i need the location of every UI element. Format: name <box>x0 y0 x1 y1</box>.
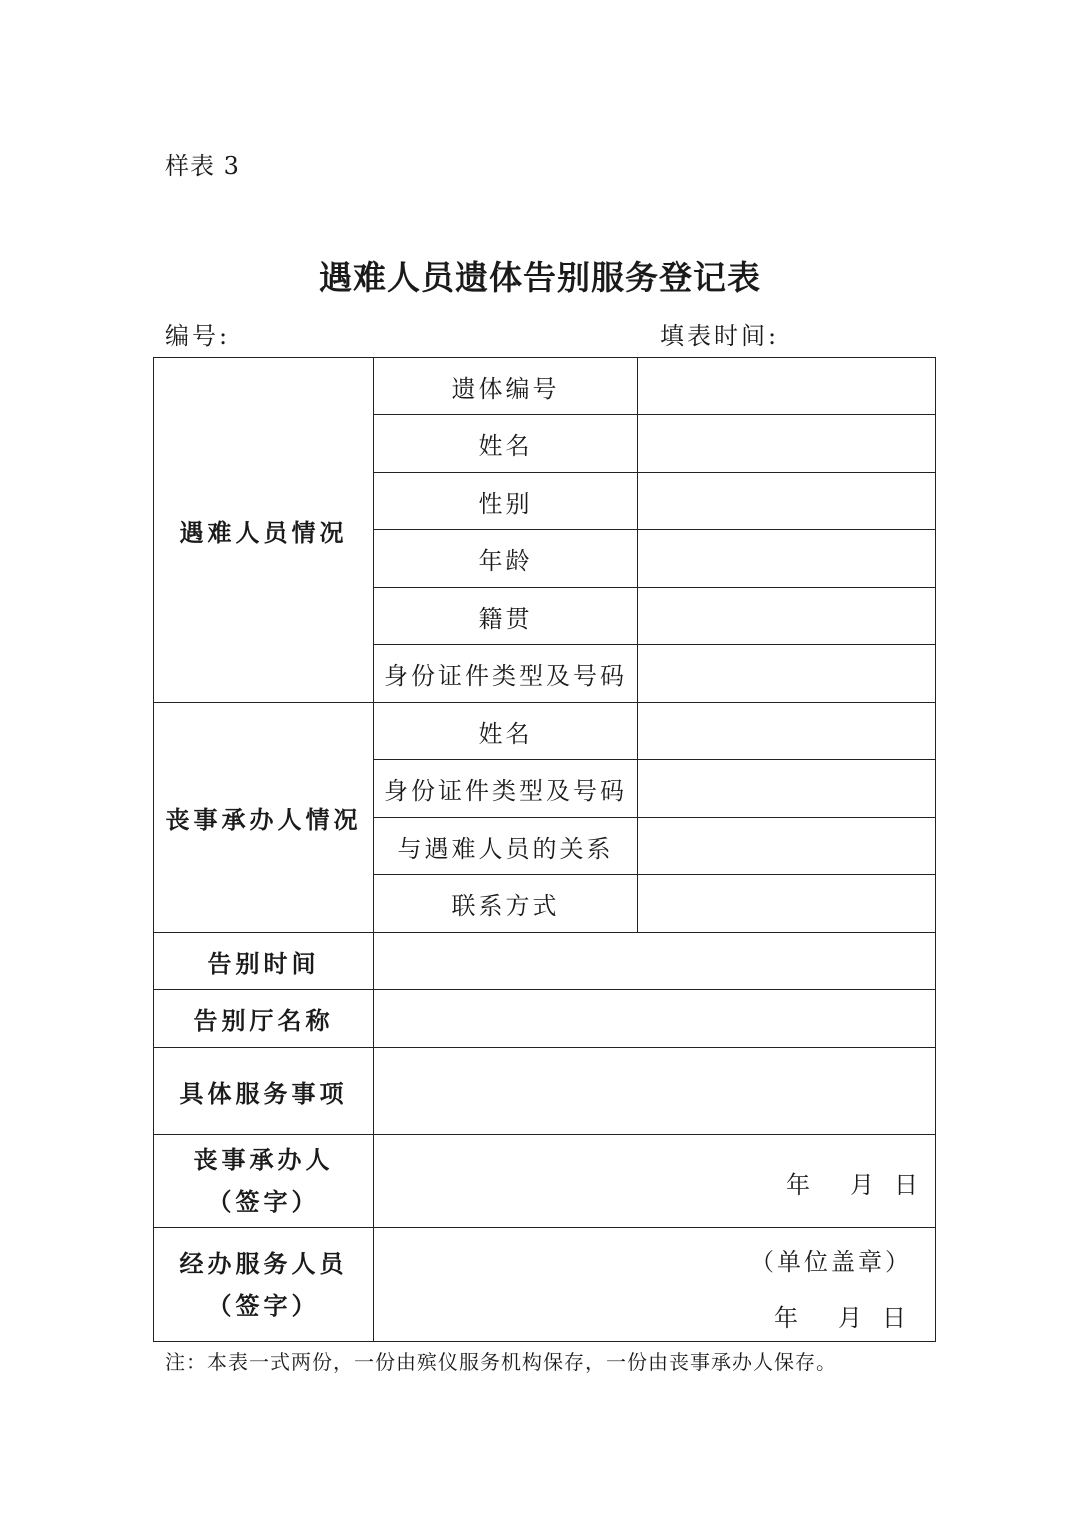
victim-native-place-value-cell[interactable] <box>638 588 936 645</box>
handler-group-label: 丧事承办人情况 <box>154 703 374 933</box>
field-label: 姓名 <box>374 415 638 473</box>
handler-name-value-cell[interactable] <box>638 703 936 760</box>
field-label: 遗体编号 <box>374 358 638 415</box>
service-items-label: 具体服务事项 <box>154 1048 374 1135</box>
form-title: 遇难人员遗体告别服务登记表 <box>319 258 761 297</box>
table-row <box>154 1135 936 1228</box>
number-label: 编号: <box>165 322 231 350</box>
field-label: 性别 <box>374 473 638 530</box>
month-label: 月 <box>850 1171 874 1199</box>
field-label: 与遇难人员的关系 <box>374 818 638 875</box>
unit-stamp-note: （单位盖章） <box>750 1248 912 1276</box>
farewell-time-value-cell[interactable] <box>374 933 936 990</box>
footnote: 注：本表一式两份，一份由殡仪服务机构保存，一份由丧事承办人保存。 <box>165 1350 837 1374</box>
hall-name-label: 告别厅名称 <box>154 990 374 1048</box>
hall-name-value-cell[interactable] <box>374 990 936 1048</box>
staff-signature-label-line1: 经办服务人员 <box>179 1248 348 1278</box>
year-label: 年 <box>786 1171 810 1199</box>
field-label: 姓名 <box>374 703 638 760</box>
handler-signature-label <box>154 1135 374 1228</box>
body-id-value-cell[interactable] <box>638 358 936 415</box>
day-label: 日 <box>882 1304 906 1332</box>
staff-signature-cell[interactable] <box>374 1228 936 1342</box>
table-row <box>154 1228 936 1342</box>
field-label: 联系方式 <box>374 875 638 933</box>
staff-signature-date <box>754 1298 906 1333</box>
table-row <box>154 703 936 760</box>
sample-label: 样表 3 <box>165 152 240 180</box>
fill-time-label: 填表时间: <box>660 322 780 350</box>
month-label: 月 <box>838 1304 862 1332</box>
handler-id-document-value-cell[interactable] <box>638 760 936 818</box>
table-row <box>154 358 936 415</box>
field-label: 年龄 <box>374 530 638 588</box>
field-label: 籍贯 <box>374 588 638 645</box>
service-items-value-cell[interactable] <box>374 1048 936 1135</box>
registration-table <box>153 357 936 1342</box>
handler-contact-value-cell[interactable] <box>638 875 936 933</box>
day-label: 日 <box>894 1171 918 1199</box>
table-row <box>154 990 936 1048</box>
year-label: 年 <box>774 1304 798 1332</box>
staff-signature-label-line2: （签字） <box>207 1290 320 1320</box>
table-row <box>154 1048 936 1135</box>
table-row <box>154 933 936 990</box>
victim-id-document-value-cell[interactable] <box>638 645 936 703</box>
farewell-time-label: 告别时间 <box>154 933 374 990</box>
victim-group-label: 遇难人员情况 <box>154 358 374 703</box>
victim-name-value-cell[interactable] <box>638 415 936 473</box>
handler-signature-cell[interactable] <box>374 1135 936 1228</box>
handler-signature-label-line1: 丧事承办人 <box>193 1145 334 1174</box>
field-label: 身份证件类型及号码 <box>374 760 638 818</box>
victim-gender-value-cell[interactable] <box>638 473 936 530</box>
handler-signature-date <box>766 1165 918 1200</box>
field-label: 身份证件类型及号码 <box>374 645 638 703</box>
victim-age-value-cell[interactable] <box>638 530 936 588</box>
handler-signature-label-line2: （签字） <box>207 1187 320 1216</box>
handler-relationship-value-cell[interactable] <box>638 818 936 875</box>
staff-signature-label <box>154 1228 374 1342</box>
